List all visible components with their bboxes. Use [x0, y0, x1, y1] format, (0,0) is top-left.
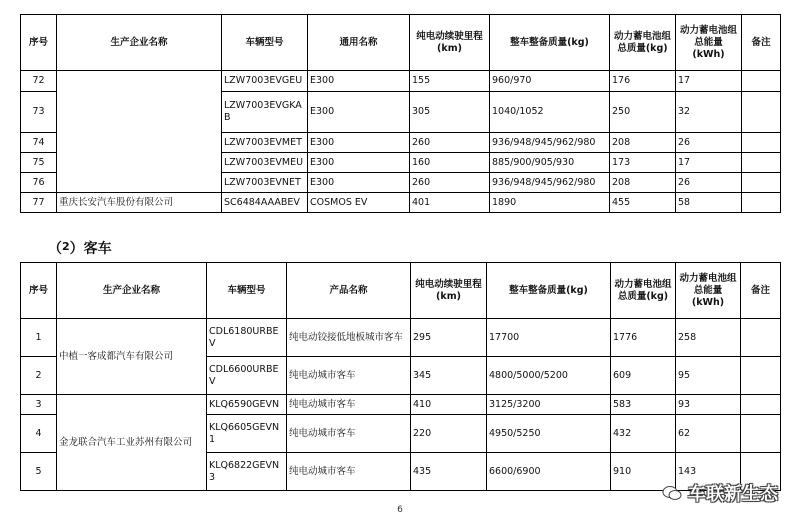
vehicle-model: LZW7003EVMET	[222, 133, 308, 153]
row-number: 74	[21, 133, 57, 153]
range-km: 295	[411, 319, 487, 357]
product-name: 纯电动城市客车	[287, 453, 411, 491]
header-cell: 动力蓄电池组 总质量(kg)	[611, 263, 676, 319]
range-km: 160	[410, 153, 490, 173]
header-cell: 动力蓄电池组 总能量 (kWh)	[676, 263, 741, 319]
row-number: 76	[21, 173, 57, 193]
vehicle-model: LZW7003EVGEU	[222, 71, 308, 92]
vehicle-table-passenger	[20, 14, 781, 213]
remark	[742, 193, 781, 213]
row-number: 72	[21, 71, 57, 92]
curb-mass: 4800/5000/5200	[487, 357, 611, 395]
battery-mass: 176	[610, 71, 676, 92]
header-cell: 动力蓄电池组 总质量(kg)	[610, 15, 676, 71]
curb-mass: 936/948/945/962/980	[490, 173, 610, 193]
header-cell: 车辆型号	[207, 263, 287, 319]
battery-mass: 208	[610, 133, 676, 153]
vehicle-model: KLQ6590GEVN	[207, 395, 287, 415]
product-name: 纯电动城市客车	[287, 395, 411, 415]
header-cell: 动力蓄电池组 总能量 (kWh)	[676, 15, 742, 71]
vehicle-model: LZW7003EVGKAB	[222, 92, 308, 133]
range-km: 260	[410, 173, 490, 193]
vehicle-model: SC6484AAABEV	[222, 193, 308, 213]
common-name: E300	[308, 133, 410, 153]
curb-mass: 936/948/945/962/980	[490, 133, 610, 153]
header-cell: 车辆型号	[222, 15, 308, 71]
battery-energy: 32	[676, 92, 742, 133]
battery-energy: 143	[676, 453, 741, 491]
vehicle-table-bus	[20, 262, 781, 491]
table-row	[21, 395, 781, 415]
common-name: COSMOS EV	[308, 193, 410, 213]
curb-mass: 1890	[490, 193, 610, 213]
table-header-row	[21, 263, 781, 319]
vehicle-model: KLQ6822GEVN3	[207, 453, 287, 491]
remark	[741, 357, 781, 395]
header-cell: 产品名称	[287, 263, 411, 319]
battery-energy: 93	[676, 395, 741, 415]
row-number: 75	[21, 153, 57, 173]
header-cell: 生产企业名称	[57, 15, 222, 71]
battery-energy: 26	[676, 173, 742, 193]
remark	[742, 71, 781, 92]
range-km: 345	[411, 357, 487, 395]
header-cell: 整车整备质量(kg)	[490, 15, 610, 71]
common-name: E300	[308, 173, 410, 193]
header-cell: 整车整备质量(kg)	[487, 263, 611, 319]
common-name: E300	[308, 71, 410, 92]
battery-mass: 910	[611, 453, 676, 491]
battery-energy: 62	[676, 415, 741, 453]
remark	[741, 395, 781, 415]
row-number: 3	[21, 395, 57, 415]
header-cell: 生产企业名称	[57, 263, 207, 319]
watermark-text: 车联新生态	[688, 484, 778, 505]
battery-energy: 258	[676, 319, 741, 357]
curb-mass: 960/970	[490, 71, 610, 92]
remark	[742, 173, 781, 193]
remark	[741, 415, 781, 453]
range-km: 155	[410, 71, 490, 92]
battery-mass: 609	[611, 357, 676, 395]
curb-mass: 17700	[487, 319, 611, 357]
curb-mass: 4950/5250	[487, 415, 611, 453]
header-cell: 纯电动续驶里程 (km)	[410, 15, 490, 71]
header-cell: 纯电动续驶里程 (km)	[411, 263, 487, 319]
header-cell: 备注	[742, 15, 781, 71]
table-row	[21, 193, 781, 213]
row-number: 1	[21, 319, 57, 357]
vehicle-model: KLQ6605GEVN1	[207, 415, 287, 453]
common-name: E300	[308, 153, 410, 173]
battery-mass: 583	[611, 395, 676, 415]
curb-mass: 885/900/905/930	[490, 153, 610, 173]
range-km: 401	[410, 193, 490, 213]
row-number: 2	[21, 357, 57, 395]
company-name: 重庆长安汽车股份有限公司	[57, 193, 222, 213]
battery-mass: 455	[610, 193, 676, 213]
section-title: 客车	[83, 241, 112, 257]
range-km: 410	[411, 395, 487, 415]
watermark	[662, 480, 778, 506]
remark	[742, 133, 781, 153]
range-km: 305	[410, 92, 490, 133]
header-cell: 序号	[21, 263, 57, 319]
battery-energy: 58	[676, 193, 742, 213]
section-number: 2	[62, 240, 70, 253]
battery-mass: 173	[610, 153, 676, 173]
remark	[741, 319, 781, 357]
company-cell-empty	[57, 71, 222, 193]
row-number: 4	[21, 415, 57, 453]
header-cell: 通用名称	[308, 15, 410, 71]
battery-energy: 26	[676, 133, 742, 153]
table-row	[21, 319, 781, 357]
battery-mass: 250	[610, 92, 676, 133]
common-name: E300	[308, 92, 410, 133]
table-header-row	[21, 15, 781, 71]
header-cell: 备注	[741, 263, 781, 319]
battery-mass: 1776	[611, 319, 676, 357]
range-km: 260	[410, 133, 490, 153]
vehicle-model: CDL6600URBEV	[207, 357, 287, 395]
table-row	[21, 71, 781, 92]
company-name: 中植一客成都汽车有限公司	[57, 319, 207, 395]
row-number: 77	[21, 193, 57, 213]
page-number: 6	[397, 505, 403, 515]
range-km: 435	[411, 453, 487, 491]
curb-mass: 6600/6900	[487, 453, 611, 491]
remark	[742, 92, 781, 133]
section-heading: （$^2$）客车	[48, 240, 112, 257]
curb-mass: 1040/1052	[490, 92, 610, 133]
curb-mass: 3125/3200	[487, 395, 611, 415]
vehicle-model: CDL6180URBEV	[207, 319, 287, 357]
row-number: 73	[21, 92, 57, 133]
battery-mass: 432	[611, 415, 676, 453]
chat-bubble-icon	[662, 485, 682, 501]
product-name: 纯电动城市客车	[287, 415, 411, 453]
vehicle-model: LZW7003EVMEU	[222, 153, 308, 173]
battery-energy: 95	[676, 357, 741, 395]
header-cell: 序号	[21, 15, 57, 71]
range-km: 220	[411, 415, 487, 453]
battery-mass: 208	[610, 173, 676, 193]
vehicle-model: LZW7003EVNET	[222, 173, 308, 193]
battery-energy: 17	[676, 153, 742, 173]
product-name: 纯电动铰接低地板城市客车	[287, 319, 411, 357]
remark	[742, 153, 781, 173]
company-name: 金龙联合汽车工业苏州有限公司	[57, 395, 207, 491]
battery-energy: 17	[676, 71, 742, 92]
row-number: 5	[21, 453, 57, 491]
product-name: 纯电动城市客车	[287, 357, 411, 395]
